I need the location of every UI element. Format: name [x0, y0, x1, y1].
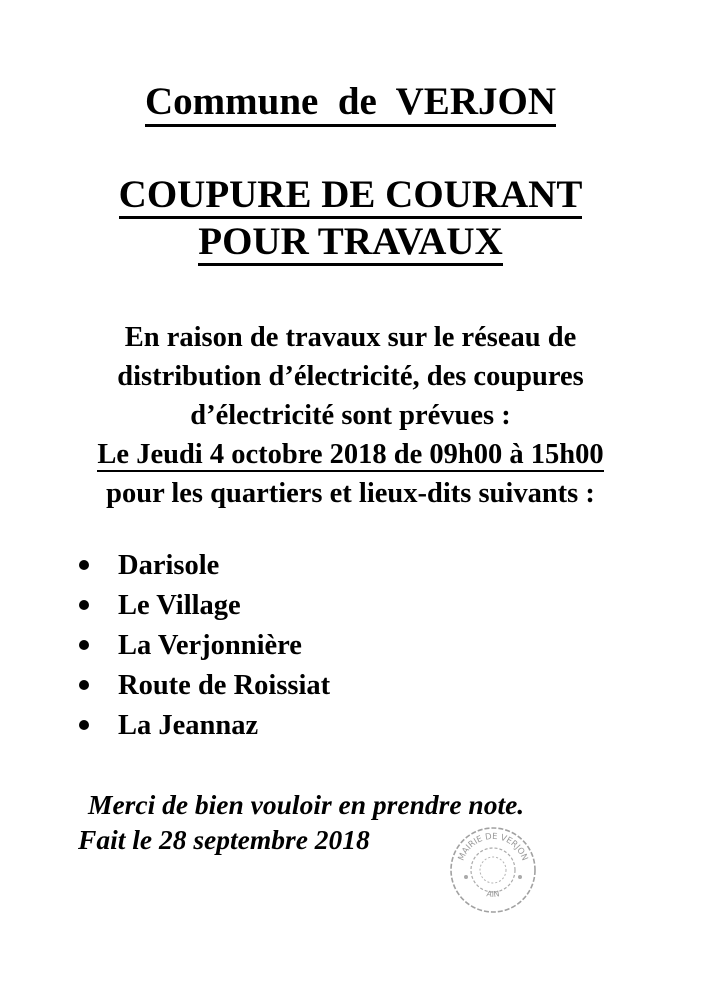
closing-thanks: Merci de bien vouloir en prendre note. — [88, 789, 525, 820]
place-name: Route de Roissiat — [118, 670, 331, 701]
bullet-icon — [79, 560, 89, 570]
commune-name: Commune de VERJON — [145, 80, 556, 127]
town-seal-stamp — [448, 825, 538, 915]
body-line-3: d’électricité sont prévues : — [190, 400, 511, 431]
place-name: Le Village — [118, 590, 241, 621]
list-item — [0, 628, 701, 668]
list-item — [0, 548, 701, 588]
bullet-icon — [79, 720, 89, 730]
title-line-2: POUR TRAVAUX — [198, 220, 502, 266]
place-name: La Verjonnière — [118, 630, 302, 661]
stamp-top-text: MAIRIE DE VERJON — [456, 831, 530, 863]
place-name: La Jeannaz — [118, 710, 259, 741]
affected-places-list — [0, 548, 701, 748]
title-line-1: COUPURE DE COURANT — [119, 173, 583, 219]
commune-heading — [0, 80, 701, 124]
bullet-icon — [79, 640, 89, 650]
body-line-1: En raison de travaux sur le réseau de — [124, 322, 577, 353]
notice-title — [0, 171, 701, 265]
bullet-icon — [79, 600, 89, 610]
stamp-bottom-text: AIN — [485, 889, 501, 900]
bullet-icon — [79, 680, 89, 690]
signed-date: Fait le 28 septembre 2018 — [78, 824, 370, 855]
outage-date: Le Jeudi 4 octobre 2018 de 09h00 à 15h00 — [97, 439, 604, 470]
list-item — [0, 708, 701, 748]
body-line-2: distribution d’électricité, des coupures — [117, 361, 584, 392]
list-item — [0, 588, 701, 628]
notice-body — [0, 318, 701, 513]
body-line-5: pour les quartiers et lieux-dits suivants : — [106, 478, 595, 509]
place-name: Darisole — [118, 550, 220, 581]
list-item — [0, 668, 701, 708]
